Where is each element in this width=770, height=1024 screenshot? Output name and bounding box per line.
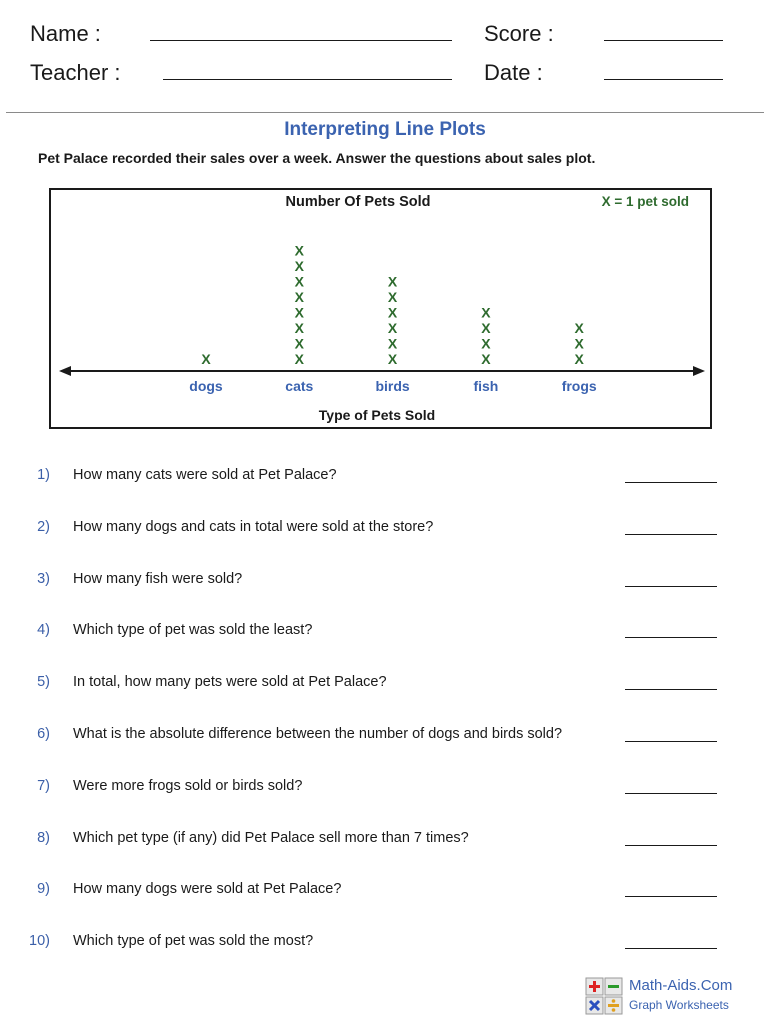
- question-row: [0, 933, 770, 957]
- question-number: 7): [37, 777, 50, 794]
- number-line: [59, 366, 705, 376]
- question-number: 6): [37, 726, 50, 742]
- question-row: [0, 881, 770, 905]
- category-label-fish: fish: [473, 378, 499, 394]
- plot-mark-frogs: X: [574, 351, 584, 367]
- question-number: 2): [37, 518, 50, 535]
- math-aids-logo: [585, 977, 745, 1017]
- question-text: How many cats were sold at Pet Palace?: [73, 467, 337, 483]
- plot-mark-fish: X: [481, 304, 491, 321]
- question-text: How many dogs and cats in total were sold at the store?: [73, 518, 434, 535]
- instructions: Pet Palace recorded their sales over a week. Answer the questions about sales plot.: [38, 150, 596, 166]
- date-field[interactable]: [604, 79, 723, 80]
- plot-mark-birds: X: [387, 304, 398, 321]
- question-text: Which type of pet was sold the most?: [73, 933, 314, 950]
- question-text: How many fish were sold?: [73, 570, 243, 587]
- question-text: What is the absolute difference between the number of dogs and birds sold?: [73, 726, 563, 742]
- question-number: 1): [37, 467, 50, 483]
- category-label-birds: birds: [375, 378, 410, 394]
- plot-mark-birds: X: [387, 320, 398, 336]
- question-text: How many dogs were sold at Pet Palace?: [73, 881, 342, 898]
- teacher-label: Teacher :: [30, 60, 121, 85]
- answer-blank[interactable]: [625, 793, 717, 794]
- plot-mark-dogs: X: [201, 351, 211, 367]
- question-number: 8): [37, 829, 50, 846]
- answer-blank[interactable]: [625, 689, 717, 690]
- brand-name: Math-Aids.Com: [629, 977, 733, 994]
- question-row: [0, 519, 770, 543]
- answer-blank[interactable]: [625, 741, 717, 742]
- question-text: Which type of pet was sold the least?: [73, 622, 313, 639]
- category-label-frogs: frogs: [561, 378, 597, 394]
- plot-mark-birds: X: [387, 289, 398, 305]
- math-operations-icon: [585, 977, 623, 1015]
- date-label: Date :: [484, 60, 543, 85]
- question-text: In total, how many pets were sold at Pet Palace?: [73, 674, 387, 691]
- category-labels: [189, 378, 597, 394]
- plot-marks: [201, 243, 584, 368]
- answer-blank[interactable]: [625, 637, 717, 638]
- question-row: [0, 830, 770, 854]
- answer-blank[interactable]: [625, 586, 717, 587]
- plot-mark-cats: X: [294, 304, 304, 321]
- worksheet-title: Interpreting Line Plots: [284, 119, 486, 140]
- name-label: Name :: [30, 21, 101, 46]
- teacher-field[interactable]: [163, 79, 452, 80]
- question-text: Were more frogs sold or birds sold?: [73, 777, 303, 794]
- plot-mark-birds: X: [387, 273, 398, 290]
- name-field[interactable]: [150, 40, 452, 41]
- brand-subtitle: Graph Worksheets: [629, 998, 729, 1012]
- plot-key: X = 1 pet sold: [601, 194, 689, 209]
- plot-mark-fish: X: [481, 335, 491, 352]
- plot-mark-cats: X: [294, 273, 304, 290]
- plot-mark-cats: X: [294, 242, 304, 259]
- question-number: 10): [29, 933, 50, 950]
- category-label-dogs: dogs: [189, 378, 223, 394]
- score-label: Score :: [484, 21, 554, 46]
- question-text: Which pet type (if any) did Pet Palace sell more than 7 times?: [73, 829, 469, 846]
- right-arrow-icon: [693, 366, 705, 376]
- plot-mark-cats: X: [294, 289, 304, 305]
- plot-title: Number Of Pets Sold: [285, 194, 431, 210]
- category-label-cats: cats: [285, 378, 314, 394]
- plot-mark-cats: X: [294, 335, 304, 352]
- plot-mark-fish: X: [481, 351, 491, 367]
- answer-blank[interactable]: [625, 482, 717, 483]
- x-axis-label: Type of Pets Sold: [318, 407, 436, 423]
- question-number: 5): [37, 674, 50, 691]
- left-arrow-icon: [59, 366, 71, 376]
- question-row: [0, 622, 770, 646]
- plot-mark-cats: X: [294, 258, 304, 274]
- question-number: 4): [37, 622, 50, 639]
- plot-mark-frogs: X: [574, 320, 584, 336]
- header-divider: [6, 112, 764, 113]
- question-row: [0, 778, 770, 802]
- question-row: [0, 726, 770, 750]
- plot-mark-cats: X: [294, 320, 304, 336]
- plot-mark-frogs: X: [574, 335, 584, 352]
- answer-blank[interactable]: [625, 948, 717, 949]
- plot-mark-birds: X: [387, 351, 398, 367]
- question-row: [0, 571, 770, 595]
- question-number: 3): [37, 570, 50, 587]
- question-row: [0, 674, 770, 698]
- plot-mark-cats: X: [294, 351, 304, 367]
- answer-blank[interactable]: [625, 845, 717, 846]
- question-number: 9): [37, 881, 50, 898]
- plot-mark-fish: X: [481, 320, 491, 336]
- score-field[interactable]: [604, 40, 723, 41]
- answer-blank[interactable]: [625, 896, 717, 897]
- question-row: [0, 467, 770, 491]
- plot-mark-birds: X: [387, 335, 398, 352]
- line-plot: [49, 188, 712, 429]
- answer-blank[interactable]: [625, 534, 717, 535]
